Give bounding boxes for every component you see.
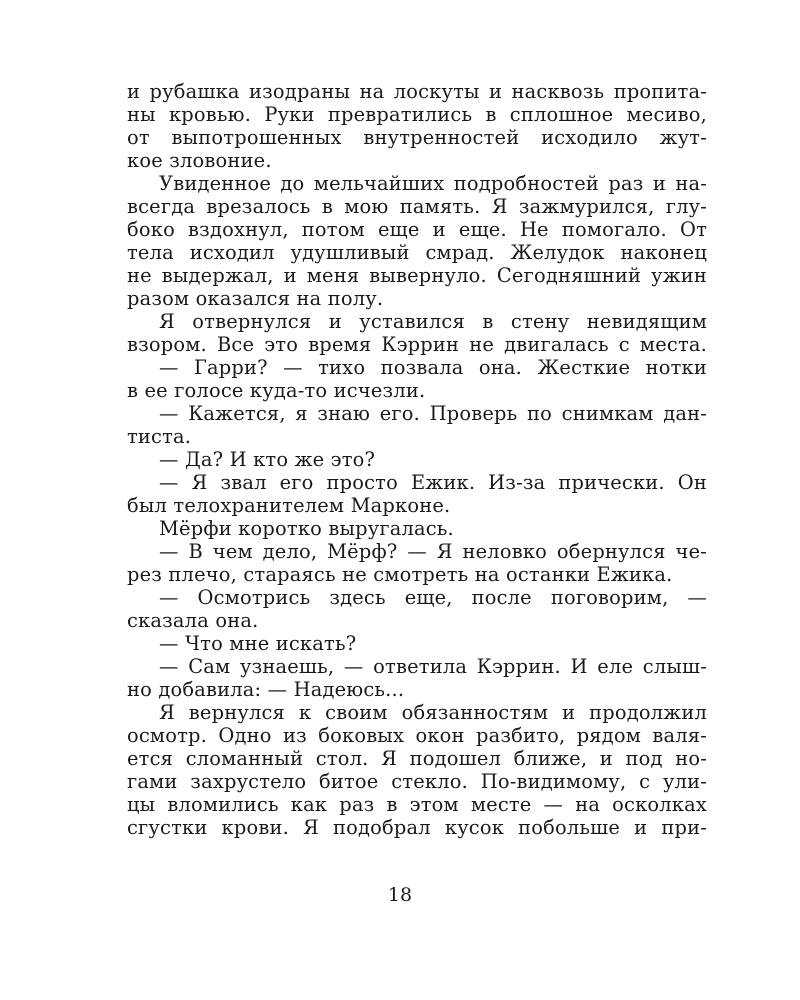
text-line: цы вломились как раз в этом месте — на осколках bbox=[127, 793, 707, 816]
text-line: — Кажется, я знаю его. Проверь по снимкам дан- bbox=[159, 402, 707, 425]
text-line: и рубашка изодраны на лоскуты и насквозь пропита- bbox=[127, 80, 707, 103]
text-line: рез плечо, стараясь не смотреть на останки Ежика. bbox=[127, 563, 673, 586]
text-line: — В чем дело, Мёрф? — Я неловко обернулся че- bbox=[159, 540, 707, 563]
text-line: в ее голосе куда-то исчезли. bbox=[127, 379, 426, 402]
text-line: был телохранителем Марконе. bbox=[127, 494, 451, 517]
text-line: сказала она. bbox=[127, 609, 259, 632]
text-line: сгустки крови. Я подобрал кусок побольше и при- bbox=[127, 816, 707, 839]
text-line: — Осмотрись здесь еще, после поговорим, — bbox=[159, 586, 707, 609]
text-line: ны кровью. Руки превратились в сплошное месиво, bbox=[127, 103, 707, 126]
text-line: гами захрустело битое стекло. По-видимому, с ули- bbox=[127, 770, 707, 793]
text-line: — Что мне искать? bbox=[159, 632, 357, 655]
text-line: ется сломанный стол. Я подошел ближе, и под но- bbox=[127, 747, 707, 770]
text-line: всегда врезалось в мою память. Я зажмурился, глу- bbox=[127, 195, 707, 218]
text-line: — Да? И кто же это? bbox=[159, 448, 376, 471]
text-line: Я отвернулся и уставился в стену невидящим bbox=[159, 310, 707, 333]
text-line: тиста. bbox=[127, 425, 192, 448]
text-line: — Сам узнаешь, — ответила Кэррин. И еле слыш- bbox=[159, 655, 707, 678]
text-line: Увиденное до мельчайших подробностей раз и на- bbox=[159, 172, 707, 195]
text-line: взором. Все это время Кэррин не двигалась с места. bbox=[127, 333, 707, 356]
text-line: осмотр. Одно из боковых окон разбито, рядом валя- bbox=[127, 724, 707, 747]
text-line: — Гарри? — тихо позвала она. Жесткие нотки bbox=[159, 356, 707, 379]
text-line: но добавила: — Надеюсь... bbox=[127, 678, 405, 701]
book-page-text bbox=[127, 80, 707, 839]
text-line: — Я звал его просто Ежик. Из-за прически. Он bbox=[159, 471, 707, 494]
text-line: кое зловоние. bbox=[127, 149, 272, 172]
text-line: Мёрфи коротко выругалась. bbox=[159, 517, 454, 540]
text-line: не выдержал, и меня вывернуло. Сегодняшний ужин bbox=[127, 264, 707, 287]
text-line: тела исходил удушливый смрад. Желудок наконец bbox=[127, 241, 707, 264]
text-line: боко вздохнул, потом еще и еще. Не помогало. От bbox=[127, 218, 707, 241]
page-number: 18 bbox=[387, 884, 413, 906]
text-line: Я вернулся к своим обязанностям и продолжил bbox=[159, 701, 707, 724]
text-line: разом оказался на полу. bbox=[127, 287, 384, 310]
text-line: от выпотрошенных внутренностей исходило жут- bbox=[127, 126, 707, 149]
